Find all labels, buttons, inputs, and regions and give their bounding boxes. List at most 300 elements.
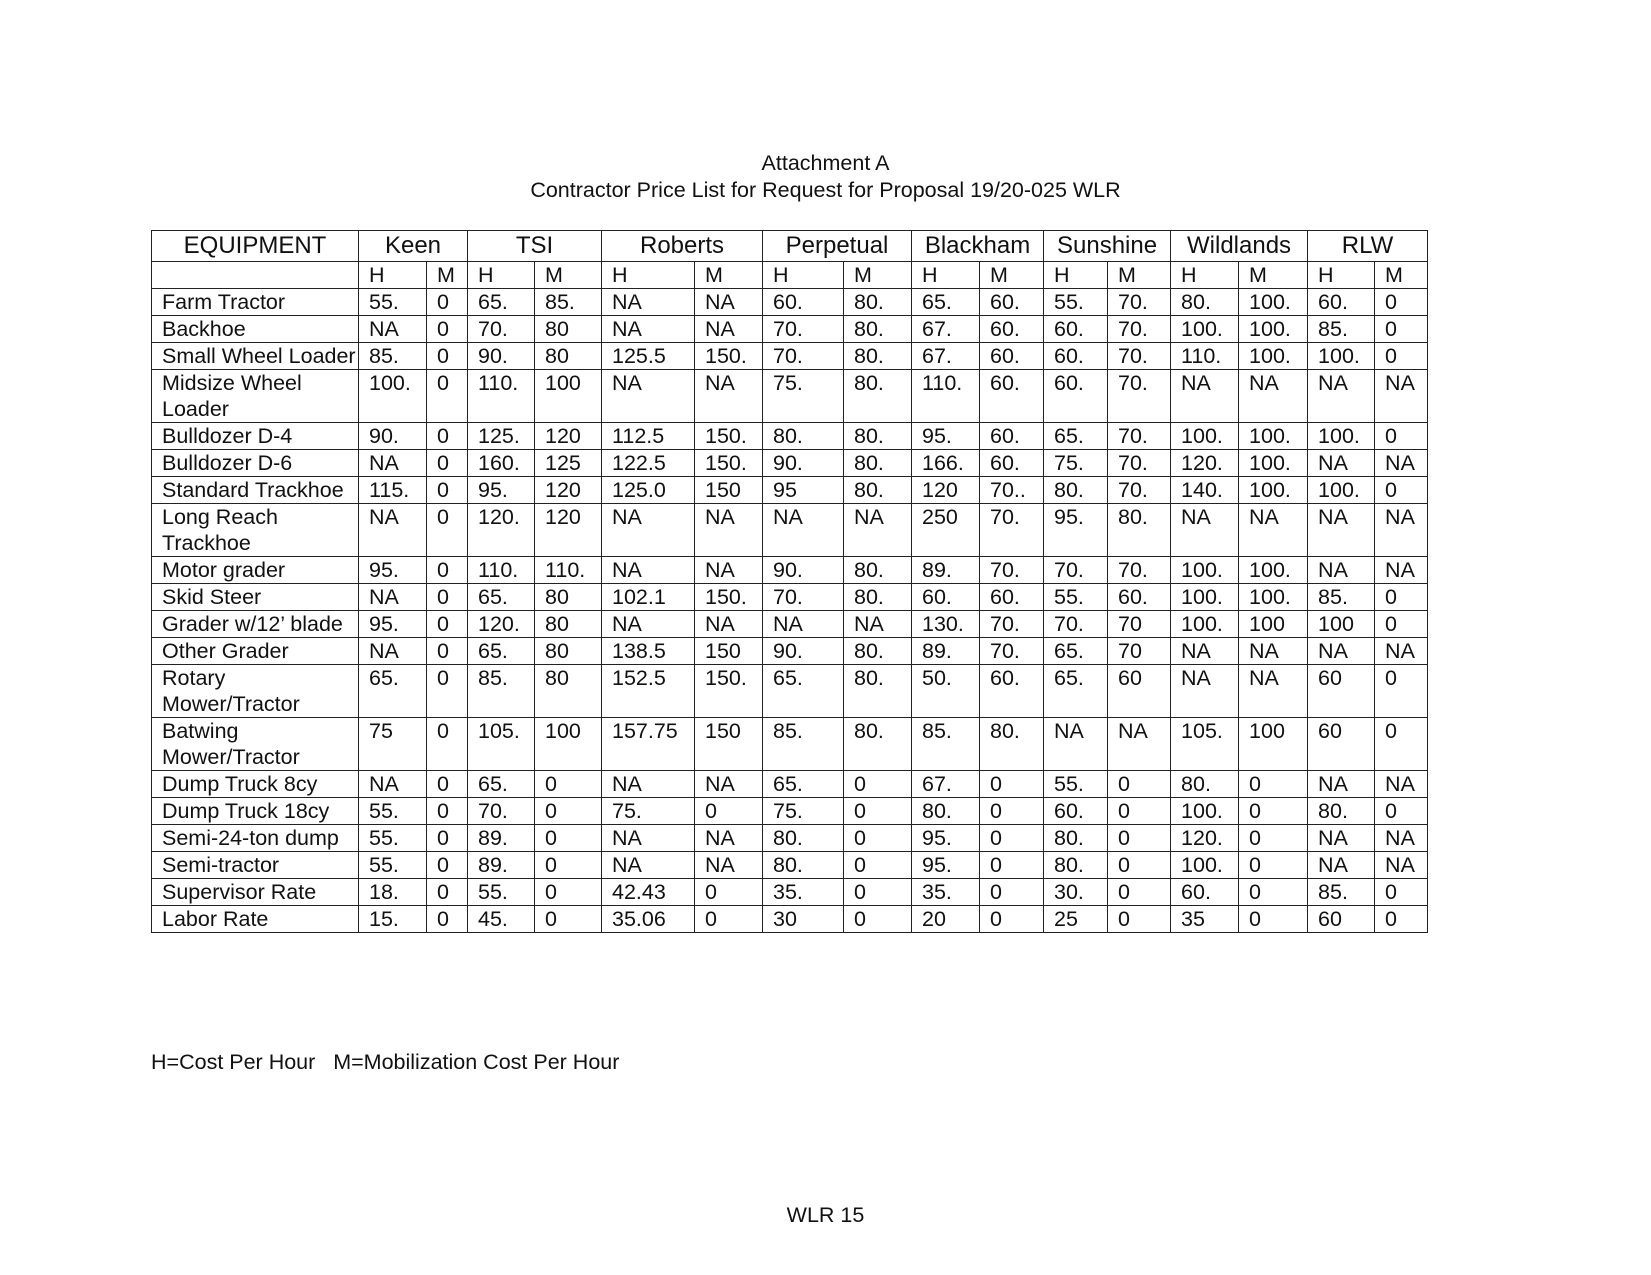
hourly-cost-cell: 60 (1308, 718, 1375, 771)
mobilization-cost-cell: 70 (1108, 638, 1171, 665)
mobilization-cost-cell: 0 (535, 906, 602, 933)
hourly-cost-cell: 90. (763, 638, 844, 665)
mobilization-cost-cell: 150. (695, 584, 763, 611)
hourly-cost-cell: 65. (468, 289, 535, 316)
equipment-cell: Backhoe (152, 316, 359, 343)
hourly-cost-cell: 100. (1171, 584, 1239, 611)
mobilization-cost-cell: 100. (1239, 289, 1308, 316)
hourly-cost-cell: 60. (1044, 798, 1108, 825)
mobilization-cost-cell: 0 (1375, 879, 1428, 906)
equipment-cell: Midsize Wheel Loader (152, 370, 359, 423)
mobilization-cost-cell: 0 (535, 798, 602, 825)
hourly-subheader: H (359, 262, 427, 289)
table-body (152, 289, 1428, 933)
hourly-cost-cell: 80. (1171, 771, 1239, 798)
mobilization-cost-cell: 70. (980, 557, 1044, 584)
mobilization-cost-cell: 0 (427, 879, 468, 906)
mobilization-cost-cell: NA (1375, 557, 1428, 584)
mobilization-cost-cell: 0 (1239, 825, 1308, 852)
hourly-cost-cell: 100. (1171, 316, 1239, 343)
hourly-cost-cell: 125.5 (602, 343, 695, 370)
mobilization-cost-cell: NA (1239, 638, 1308, 665)
mobilization-cost-cell: 85. (535, 289, 602, 316)
mobilization-cost-cell: 120 (535, 477, 602, 504)
hourly-cost-cell: 70. (468, 316, 535, 343)
equipment-cell: Grader w/12’ blade (152, 611, 359, 638)
mobilization-cost-cell: 100 (1239, 611, 1308, 638)
mobilization-cost-cell: 80 (535, 316, 602, 343)
hourly-cost-cell: 60. (1308, 289, 1375, 316)
mobilization-cost-cell: 0 (1375, 343, 1428, 370)
table-row (152, 557, 1428, 584)
hourly-cost-cell: 75. (602, 798, 695, 825)
hourly-cost-cell: 30. (1044, 879, 1108, 906)
vendor-header: Roberts (602, 231, 763, 262)
mobilization-cost-cell: 60. (980, 370, 1044, 423)
mobilization-cost-cell: 120 (535, 423, 602, 450)
mobilization-cost-cell: NA (1375, 638, 1428, 665)
hourly-cost-cell: 115. (359, 477, 427, 504)
hourly-cost-cell: NA (602, 370, 695, 423)
mobilization-cost-cell: 0 (427, 504, 468, 557)
mobilization-cost-cell: 80 (535, 584, 602, 611)
hourly-cost-cell: 25 (1044, 906, 1108, 933)
hourly-cost-cell: 95. (912, 852, 980, 879)
mobilization-cost-cell: 0 (1375, 316, 1428, 343)
mobilization-cost-cell: 0 (427, 477, 468, 504)
mobilization-cost-cell: 0 (1375, 289, 1428, 316)
hourly-cost-cell: 102.1 (602, 584, 695, 611)
hourly-cost-cell: 65. (912, 289, 980, 316)
hourly-cost-cell: 80. (1308, 798, 1375, 825)
mobilization-subheader: M (535, 262, 602, 289)
hourly-cost-cell: 110. (468, 557, 535, 584)
mobilization-cost-cell: 70. (1108, 343, 1171, 370)
hourly-cost-cell: 70. (468, 798, 535, 825)
mobilization-subheader: M (980, 262, 1044, 289)
mobilization-cost-cell: 80 (535, 638, 602, 665)
hourly-subheader: H (1171, 262, 1239, 289)
table-row (152, 638, 1428, 665)
hourly-cost-cell: 60. (1044, 370, 1108, 423)
mobilization-cost-cell: NA (695, 370, 763, 423)
vendor-header: Sunshine (1044, 231, 1171, 262)
hourly-cost-cell: 100. (1171, 557, 1239, 584)
hourly-cost-cell: 100. (1171, 423, 1239, 450)
hourly-cost-cell: 60 (1308, 665, 1375, 718)
mobilization-cost-cell: 0 (1375, 798, 1428, 825)
price-table (151, 230, 1428, 933)
mobilization-cost-cell: 100 (535, 370, 602, 423)
hourly-cost-cell: NA (602, 825, 695, 852)
equipment-cell: Skid Steer (152, 584, 359, 611)
hourly-cost-cell: 65. (468, 584, 535, 611)
hourly-cost-cell: 125.0 (602, 477, 695, 504)
mobilization-cost-cell: 150 (695, 477, 763, 504)
table-row (152, 584, 1428, 611)
equipment-cell: Other Grader (152, 638, 359, 665)
hourly-cost-cell: 60. (1044, 316, 1108, 343)
hourly-cost-cell: 65. (468, 771, 535, 798)
mobilization-cost-cell: NA (695, 289, 763, 316)
mobilization-cost-cell: 0 (535, 879, 602, 906)
hourly-cost-cell: 100. (359, 370, 427, 423)
hourly-cost-cell: NA (1044, 718, 1108, 771)
vendor-header: RLW (1308, 231, 1428, 262)
hourly-cost-cell: 100 (1308, 611, 1375, 638)
hourly-subheader: H (1044, 262, 1108, 289)
hourly-cost-cell: 60. (763, 289, 844, 316)
hourly-cost-cell: 80. (912, 798, 980, 825)
title-line-1: Attachment A (761, 151, 890, 175)
mobilization-cost-cell: 70. (980, 638, 1044, 665)
hourly-cost-cell: 95. (912, 825, 980, 852)
mobilization-cost-cell: 100 (535, 718, 602, 771)
equipment-cell: Standard Trackhoe (152, 477, 359, 504)
hourly-cost-cell: 35. (763, 879, 844, 906)
mobilization-cost-cell: 0 (844, 771, 912, 798)
hourly-cost-cell: 20 (912, 906, 980, 933)
hourly-subheader: H (1308, 262, 1375, 289)
hourly-cost-cell: 80. (1044, 852, 1108, 879)
hourly-cost-cell: 166. (912, 450, 980, 477)
mobilization-cost-cell: 0 (844, 906, 912, 933)
mobilization-cost-cell: 0 (427, 423, 468, 450)
mobilization-cost-cell: 100 (1239, 718, 1308, 771)
hourly-cost-cell: NA (763, 504, 844, 557)
vendor-header: Keen (359, 231, 468, 262)
hourly-cost-cell: 30 (763, 906, 844, 933)
hourly-cost-cell: 120 (912, 477, 980, 504)
hourly-cost-cell: 100. (1308, 477, 1375, 504)
hourly-subheader: H (602, 262, 695, 289)
hourly-cost-cell: 55. (468, 879, 535, 906)
mobilization-cost-cell: 80. (844, 477, 912, 504)
mobilization-cost-cell: 100. (1239, 316, 1308, 343)
hourly-cost-cell: 55. (359, 289, 427, 316)
vendor-header-row (152, 231, 1428, 262)
mobilization-cost-cell: 0 (1375, 477, 1428, 504)
hourly-cost-cell: NA (602, 852, 695, 879)
mobilization-cost-cell: 0 (1108, 798, 1171, 825)
hourly-cost-cell: 65. (1044, 665, 1108, 718)
mobilization-cost-cell: 60. (980, 343, 1044, 370)
hourly-cost-cell: 35 (1171, 906, 1239, 933)
mobilization-cost-cell: 80. (844, 316, 912, 343)
mobilization-cost-cell: 0 (427, 718, 468, 771)
mobilization-cost-cell: 70 (1108, 611, 1171, 638)
table-row (152, 718, 1428, 771)
hourly-cost-cell: 85. (1308, 584, 1375, 611)
hourly-cost-cell: 45. (468, 906, 535, 933)
mobilization-cost-cell: 125 (535, 450, 602, 477)
mobilization-cost-cell: 0 (980, 906, 1044, 933)
mobilization-cost-cell: NA (1375, 450, 1428, 477)
hourly-cost-cell: 80. (763, 852, 844, 879)
hourly-cost-cell: 152.5 (602, 665, 695, 718)
mobilization-cost-cell: 0 (427, 316, 468, 343)
mobilization-cost-cell: NA (695, 852, 763, 879)
hourly-cost-cell: 70. (763, 343, 844, 370)
hourly-cost-cell: 80. (1044, 477, 1108, 504)
vendor-header: Perpetual (763, 231, 912, 262)
mobilization-cost-cell: 80. (844, 718, 912, 771)
hourly-cost-cell: 65. (468, 638, 535, 665)
mobilization-cost-cell: 80 (535, 611, 602, 638)
hourly-cost-cell: 65. (763, 665, 844, 718)
mobilization-cost-cell: 0 (427, 557, 468, 584)
hourly-cost-cell: 55. (1044, 289, 1108, 316)
mobilization-cost-cell: 0 (844, 852, 912, 879)
mobilization-cost-cell: 0 (844, 798, 912, 825)
mobilization-cost-cell: 0 (427, 638, 468, 665)
mobilization-cost-cell: 0 (1375, 906, 1428, 933)
equipment-cell: Semi-24-ton dump (152, 825, 359, 852)
mobilization-cost-cell: 0 (1108, 852, 1171, 879)
hourly-cost-cell: 89. (468, 825, 535, 852)
table-row (152, 852, 1428, 879)
mobilization-cost-cell: 150. (695, 343, 763, 370)
mobilization-cost-cell: 0 (427, 343, 468, 370)
hourly-subheader: H (763, 262, 844, 289)
mobilization-cost-cell: 0 (1239, 798, 1308, 825)
hourly-cost-cell: NA (1308, 638, 1375, 665)
hourly-cost-cell: 120. (1171, 450, 1239, 477)
hourly-cost-cell: NA (1308, 504, 1375, 557)
hourly-cost-cell: 125. (468, 423, 535, 450)
hourly-cost-cell: 67. (912, 316, 980, 343)
equipment-cell: Batwing Mower/Tractor (152, 718, 359, 771)
table-row (152, 370, 1428, 423)
mobilization-cost-cell: 0 (427, 852, 468, 879)
vendor-header: Blackham (912, 231, 1044, 262)
hourly-cost-cell: 80. (763, 423, 844, 450)
hourly-subheader: H (912, 262, 980, 289)
equipment-cell: Dump Truck 18cy (152, 798, 359, 825)
hourly-cost-cell: 105. (468, 718, 535, 771)
table-row (152, 825, 1428, 852)
equipment-header: EQUIPMENT (152, 231, 359, 262)
hourly-cost-cell: 15. (359, 906, 427, 933)
hourly-subheader: H (468, 262, 535, 289)
mobilization-cost-cell: 60. (980, 289, 1044, 316)
hourly-cost-cell: 55. (1044, 771, 1108, 798)
mobilization-cost-cell: 150 (695, 638, 763, 665)
table-row (152, 665, 1428, 718)
mobilization-cost-cell: NA (695, 611, 763, 638)
table-row (152, 289, 1428, 316)
mobilization-cost-cell: NA (844, 611, 912, 638)
vendor-header: Wildlands (1171, 231, 1308, 262)
hourly-cost-cell: 105. (1171, 718, 1239, 771)
equipment-subheader (152, 262, 359, 289)
mobilization-cost-cell: 0 (535, 825, 602, 852)
mobilization-cost-cell: 0 (427, 450, 468, 477)
table-row (152, 343, 1428, 370)
hourly-cost-cell: 85. (1308, 879, 1375, 906)
hourly-cost-cell: NA (1171, 638, 1239, 665)
mobilization-cost-cell: NA (844, 504, 912, 557)
table-row (152, 879, 1428, 906)
hm-header-row (152, 262, 1428, 289)
mobilization-cost-cell: 60. (980, 423, 1044, 450)
mobilization-cost-cell: 60 (1108, 665, 1171, 718)
mobilization-cost-cell: 150. (695, 450, 763, 477)
mobilization-cost-cell: 80. (1108, 504, 1171, 557)
hourly-cost-cell: 60. (1044, 343, 1108, 370)
hourly-cost-cell: NA (1171, 504, 1239, 557)
mobilization-cost-cell: 150. (695, 665, 763, 718)
mobilization-cost-cell: 70. (1108, 316, 1171, 343)
hourly-cost-cell: NA (359, 504, 427, 557)
hourly-cost-cell: NA (359, 450, 427, 477)
hourly-cost-cell: 120. (468, 504, 535, 557)
hourly-cost-cell: NA (1308, 370, 1375, 423)
mobilization-cost-cell: 0 (1239, 852, 1308, 879)
hourly-cost-cell: NA (1308, 852, 1375, 879)
hourly-cost-cell: 65. (1044, 638, 1108, 665)
mobilization-cost-cell: NA (1375, 504, 1428, 557)
hourly-cost-cell: 95. (1044, 504, 1108, 557)
mobilization-cost-cell: NA (1375, 370, 1428, 423)
hourly-cost-cell: NA (1308, 557, 1375, 584)
hourly-cost-cell: 42.43 (602, 879, 695, 906)
hourly-cost-cell: NA (359, 638, 427, 665)
mobilization-cost-cell: 100. (1239, 450, 1308, 477)
mobilization-cost-cell: 0 (1375, 611, 1428, 638)
hourly-cost-cell: 55. (359, 798, 427, 825)
mobilization-cost-cell: 0 (535, 852, 602, 879)
hourly-cost-cell: NA (359, 771, 427, 798)
hourly-cost-cell: 110. (912, 370, 980, 423)
mobilization-cost-cell: 0 (1108, 906, 1171, 933)
hourly-cost-cell: 100. (1171, 798, 1239, 825)
hourly-cost-cell: 65. (359, 665, 427, 718)
hourly-cost-cell: 70. (1044, 557, 1108, 584)
mobilization-cost-cell: 0 (695, 798, 763, 825)
mobilization-subheader: M (1375, 262, 1428, 289)
hourly-cost-cell: 75. (1044, 450, 1108, 477)
hourly-cost-cell: 50. (912, 665, 980, 718)
hourly-cost-cell: 55. (359, 825, 427, 852)
equipment-cell: Bulldozer D-6 (152, 450, 359, 477)
hourly-cost-cell: 120. (1171, 825, 1239, 852)
mobilization-cost-cell: 0 (535, 771, 602, 798)
mobilization-cost-cell: 70. (1108, 423, 1171, 450)
mobilization-cost-cell: 80. (844, 638, 912, 665)
hourly-cost-cell: 80. (763, 825, 844, 852)
mobilization-cost-cell: 80 (535, 343, 602, 370)
mobilization-cost-cell: 0 (427, 906, 468, 933)
hourly-cost-cell: 80. (1171, 289, 1239, 316)
mobilization-cost-cell: 0 (980, 825, 1044, 852)
mobilization-cost-cell: 120 (535, 504, 602, 557)
mobilization-cost-cell: 0 (980, 798, 1044, 825)
hourly-cost-cell: 70. (1044, 611, 1108, 638)
mobilization-cost-cell: 0 (427, 584, 468, 611)
hourly-cost-cell: NA (1171, 370, 1239, 423)
mobilization-cost-cell: 0 (695, 879, 763, 906)
mobilization-cost-cell: 70.. (980, 477, 1044, 504)
hourly-cost-cell: NA (602, 611, 695, 638)
mobilization-cost-cell: 110. (535, 557, 602, 584)
hourly-cost-cell: NA (1308, 771, 1375, 798)
mobilization-cost-cell: 70. (980, 504, 1044, 557)
hourly-cost-cell: 90. (763, 557, 844, 584)
hourly-cost-cell: 18. (359, 879, 427, 906)
table-header (152, 231, 1428, 289)
table-row (152, 798, 1428, 825)
hourly-cost-cell: 75 (359, 718, 427, 771)
mobilization-cost-cell: NA (695, 825, 763, 852)
hourly-cost-cell: 35.06 (602, 906, 695, 933)
hourly-cost-cell: NA (602, 771, 695, 798)
hourly-cost-cell: NA (359, 584, 427, 611)
hourly-cost-cell: NA (602, 504, 695, 557)
equipment-cell: Small Wheel Loader (152, 343, 359, 370)
mobilization-cost-cell: 0 (844, 879, 912, 906)
mobilization-subheader: M (695, 262, 763, 289)
mobilization-cost-cell: NA (695, 316, 763, 343)
hourly-cost-cell: NA (602, 557, 695, 584)
document-title (0, 150, 1651, 204)
mobilization-cost-cell: NA (1375, 852, 1428, 879)
mobilization-cost-cell: 100. (1239, 584, 1308, 611)
equipment-cell: Semi-tractor (152, 852, 359, 879)
hourly-cost-cell: 100. (1171, 611, 1239, 638)
hourly-cost-cell: 95. (912, 423, 980, 450)
hourly-cost-cell: 160. (468, 450, 535, 477)
mobilization-cost-cell: 0 (1375, 718, 1428, 771)
hourly-cost-cell: 100. (1308, 423, 1375, 450)
mobilization-cost-cell: 80. (844, 370, 912, 423)
mobilization-cost-cell: 100. (1239, 423, 1308, 450)
mobilization-cost-cell: 70. (1108, 477, 1171, 504)
hourly-cost-cell: NA (1308, 450, 1375, 477)
mobilization-cost-cell: NA (1239, 665, 1308, 718)
hourly-cost-cell: 250 (912, 504, 980, 557)
equipment-cell: Long Reach Trackhoe (152, 504, 359, 557)
mobilization-cost-cell: NA (1375, 771, 1428, 798)
mobilization-cost-cell: 0 (427, 798, 468, 825)
mobilization-cost-cell: NA (1108, 718, 1171, 771)
mobilization-cost-cell: 0 (1375, 423, 1428, 450)
mobilization-cost-cell: 0 (427, 665, 468, 718)
table-row (152, 504, 1428, 557)
equipment-cell: Farm Tractor (152, 289, 359, 316)
hourly-cost-cell: 85. (359, 343, 427, 370)
hourly-cost-cell: 110. (1171, 343, 1239, 370)
table-row (152, 611, 1428, 638)
hourly-cost-cell: 90. (359, 423, 427, 450)
page-footer: WLR 15 (786, 1203, 865, 1227)
mobilization-subheader: M (1108, 262, 1171, 289)
hourly-cost-cell: 55. (359, 852, 427, 879)
equipment-cell: Bulldozer D-4 (152, 423, 359, 450)
mobilization-cost-cell: NA (695, 771, 763, 798)
mobilization-cost-cell: 0 (1375, 584, 1428, 611)
hourly-cost-cell: 90. (468, 343, 535, 370)
hourly-cost-cell: 85. (1308, 316, 1375, 343)
hourly-cost-cell: 138.5 (602, 638, 695, 665)
mobilization-cost-cell: 70. (1108, 450, 1171, 477)
mobilization-cost-cell: 0 (427, 611, 468, 638)
mobilization-subheader: M (844, 262, 912, 289)
hourly-cost-cell: 100. (1308, 343, 1375, 370)
table-row (152, 423, 1428, 450)
equipment-cell: Dump Truck 8cy (152, 771, 359, 798)
mobilization-cost-cell: 0 (1108, 771, 1171, 798)
